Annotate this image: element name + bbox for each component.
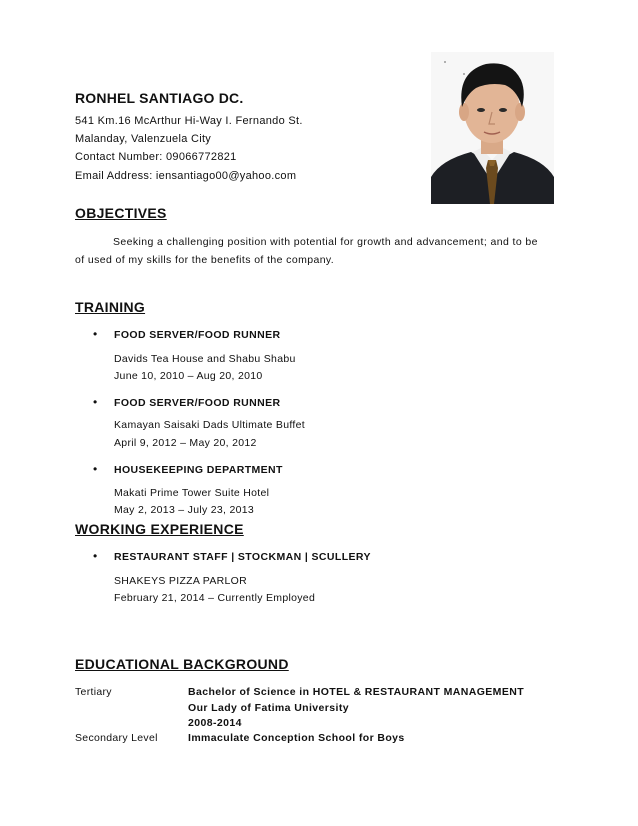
tertiary-school: Our Lady of Fatima University — [188, 702, 349, 714]
training-item-place: Kamayan Saisaki Dads Ultimate Buffet — [114, 419, 305, 431]
education-heading: EDUCATIONAL BACKGROUND — [75, 656, 289, 672]
bullet-icon: • — [93, 395, 98, 409]
tertiary-label: Tertiary — [75, 686, 112, 698]
training-item-title: FOOD SERVER/FOOD RUNNER — [114, 329, 281, 341]
training-item-dates: June 10, 2010 – Aug 20, 2010 — [114, 370, 263, 382]
address-line-2: Malanday, Valenzuela City — [75, 133, 212, 145]
address-line-1: 541 Km.16 McArthur Hi-Way I. Fernando St. — [75, 115, 303, 127]
applicant-photo — [431, 52, 554, 204]
objectives-text — [75, 233, 575, 269]
tertiary-years: 2008-2014 — [188, 717, 242, 729]
training-item-place: Davids Tea House and Shabu Shabu — [114, 353, 296, 365]
applicant-name: RONHEL SANTIAGO DC. — [75, 90, 244, 106]
secondary-label: Secondary Level — [75, 732, 158, 744]
experience-heading: WORKING EXPERIENCE — [75, 521, 244, 537]
experience-item-place: SHAKEYS PIZZA PARLOR — [114, 575, 248, 587]
contact-number: Contact Number: 09066772821 — [75, 151, 237, 163]
training-item-title: FOOD SERVER/FOOD RUNNER — [114, 397, 281, 409]
secondary-school: Immaculate Conception School for Boys — [188, 732, 405, 744]
training-heading: TRAINING — [75, 299, 146, 315]
objectives-heading: OBJECTIVES — [75, 205, 167, 221]
objectives-line-1: Seeking a challenging position with potential for growth and advancement; and to be — [113, 236, 538, 248]
portrait-icon — [431, 52, 554, 204]
email-address: Email Address: iensantiago00@yahoo.com — [75, 170, 297, 182]
experience-item-dates: February 21, 2014 – Currently Employed — [114, 592, 316, 604]
training-item-place: Makati Prime Tower Suite Hotel — [114, 487, 270, 499]
bullet-icon: • — [93, 327, 98, 341]
experience-item-title: RESTAURANT STAFF | STOCKMAN | SCULLERY — [114, 551, 371, 563]
bullet-icon: • — [93, 462, 98, 476]
objectives-line-2: of used of my skills for the benefits of the company. — [75, 254, 335, 266]
tertiary-course: Bachelor of Science in HOTEL & RESTAURANT MANAGEMENT — [188, 686, 525, 698]
training-item-dates: April 9, 2012 – May 20, 2012 — [114, 437, 257, 449]
bullet-icon: • — [93, 549, 98, 563]
training-item-title: HOUSEKEEPING DEPARTMENT — [114, 464, 283, 476]
training-item-dates: May 2, 2013 – July 23, 2013 — [114, 504, 255, 516]
